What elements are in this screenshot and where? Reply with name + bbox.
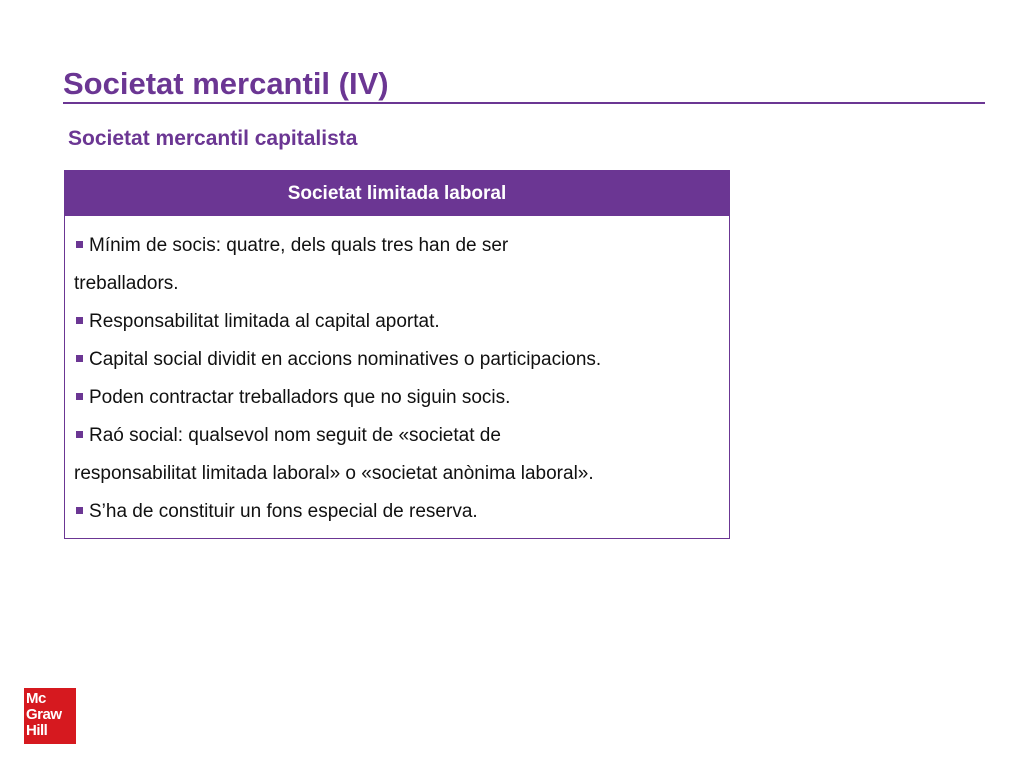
- list-item: [74, 341, 719, 379]
- list-item-text: Mínim de socis: quatre, dels quals tres han de ser: [89, 235, 509, 256]
- list-item-text: Poden contractar treballadors que no siguin socis.: [89, 387, 511, 408]
- square-bullet-icon: [76, 393, 83, 400]
- list-item: [74, 493, 719, 531]
- square-bullet-icon: [76, 507, 83, 514]
- square-bullet-icon: [76, 241, 83, 248]
- list-item: [74, 227, 719, 303]
- square-bullet-icon: [76, 317, 83, 324]
- list-item-text: Capital social dividit en accions nominatives o participacions.: [89, 349, 602, 370]
- list-item-text-continued: treballadors.: [74, 273, 179, 294]
- slide-subtitle: Societat mercantil capitalista: [68, 127, 358, 150]
- logo-line: Mc: [26, 690, 46, 707]
- list-item-text: Raó social: qualsevol nom seguit de «societat de: [89, 425, 501, 446]
- table-body: [65, 216, 729, 538]
- title-underline: [63, 102, 985, 104]
- square-bullet-icon: [76, 431, 83, 438]
- list-item: [74, 303, 719, 341]
- mcgraw-hill-logo: [24, 688, 76, 744]
- info-table: [64, 170, 730, 539]
- list-item-text: S’ha de constituir un fons especial de reserva.: [89, 501, 478, 522]
- list-item-text-continued: responsabilitat limitada laboral» o «societat anònima laboral».: [74, 463, 594, 484]
- list-item: [74, 379, 719, 417]
- table-header: Societat limitada laboral: [65, 171, 729, 216]
- logo-line: Hill: [26, 722, 48, 739]
- logo-line: Graw: [26, 706, 62, 723]
- slide-title: Societat mercantil (IV): [63, 66, 389, 101]
- list-item-text: Responsabilitat limitada al capital aportat.: [89, 311, 440, 332]
- square-bullet-icon: [76, 355, 83, 362]
- list-item: [74, 417, 719, 493]
